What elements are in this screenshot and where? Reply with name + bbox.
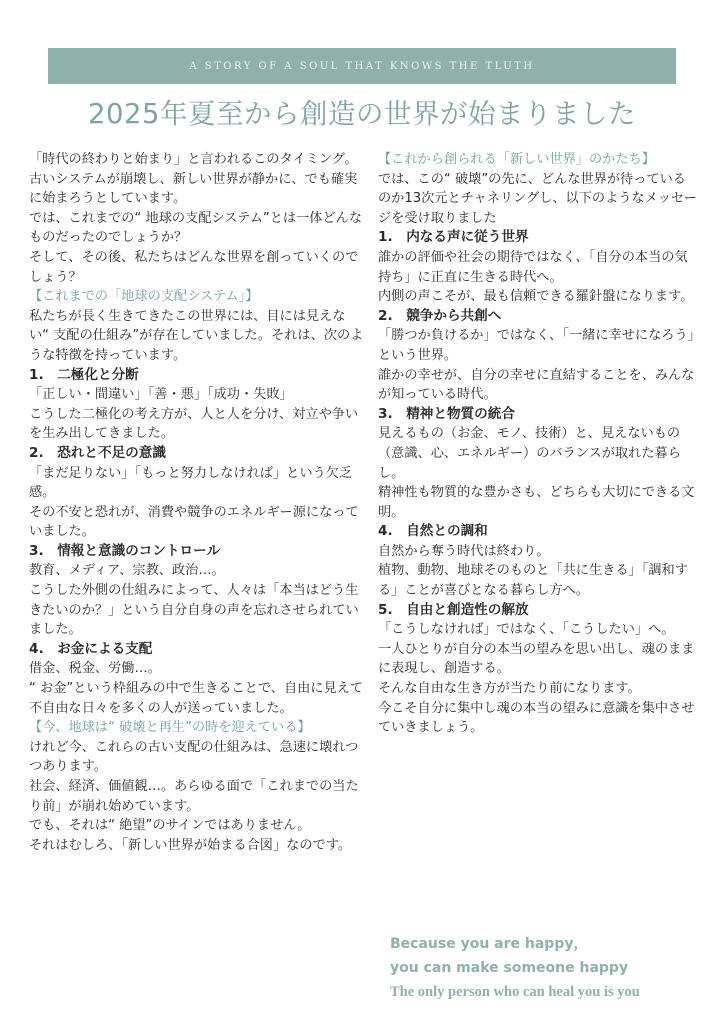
body-paragraph: けれど今、これらの古い支配の仕組みは、急速に壊れつつあります。 bbox=[29, 739, 359, 775]
numbered-heading: 4. お金による支配 bbox=[29, 640, 153, 657]
header-banner bbox=[48, 48, 676, 84]
right-column bbox=[378, 150, 698, 738]
body-paragraph: 誰かの評価や社会の期待ではなく、「自分の本当の気持ち」に正直に生きる時代へ。 bbox=[378, 249, 688, 285]
body-paragraph: 「正しい・間違い」「善・悪」「成功・失敗」 bbox=[29, 387, 293, 403]
numbered-heading: 4. 自然との調和 bbox=[378, 523, 488, 540]
body-paragraph: 見えるもの（お金、モノ、技術）と、見えないもの（意識、心、エネルギー）のバランスが取れた暮らし。 bbox=[378, 426, 681, 481]
section-heading: 【これから創られる「新しい世界」のかたち】 bbox=[378, 152, 655, 167]
numbered-heading: 1. 内なる声に従う世界 bbox=[378, 229, 529, 246]
closing-quote bbox=[390, 932, 720, 1004]
body-paragraph: 社会、経済、価値観…。あらゆる面で「これまでの当たり前」が崩れ始めています。 bbox=[29, 779, 359, 814]
body-paragraph: 自然から奪う時代は終わり。 bbox=[378, 543, 550, 559]
body-paragraph: 「こうしなければ」ではなく、「こうしたい」へ。 bbox=[378, 622, 675, 638]
numbered-heading: 2. 競争から共創へ bbox=[378, 307, 502, 324]
body-paragraph: 借金、税金、労働…。 bbox=[29, 661, 161, 677]
body-paragraph: それはむしろ、「新しい世界が始まる合図」なのです。 bbox=[29, 837, 352, 853]
body-paragraph: 植物、動物、地球そのものと「共に生きる」「調和する」ことが喜びとなる暮らし方へ。 bbox=[378, 563, 688, 599]
section-heading: 【今、地球は“ 破壊と再生”の時を迎えている】 bbox=[29, 720, 311, 736]
body-paragraph: 誰かの幸せが、自分の幸せに直結することを、みんなが知っている時代。 bbox=[378, 367, 695, 403]
body-paragraph: 精神性も物質的な豊かさも、どちらも大切にできる文明。 bbox=[378, 485, 695, 520]
numbered-heading: 3. 情報と意識のコントロール bbox=[29, 542, 221, 559]
body-paragraph: 私たちが長く生きてきたこの世界には、目には見えない“ 支配の仕組み”が存在していました。それは、次のような特徴を持っています。 bbox=[29, 308, 364, 363]
numbered-heading: 3. 精神と物質の統合 bbox=[378, 405, 515, 422]
left-column bbox=[29, 150, 365, 855]
body-paragraph: 「まだ足りない」「もっと努力しなければ」という欠乏感。 bbox=[29, 465, 353, 501]
body-paragraph: 「勝つか負けるか」ではなく、「一緒に幸せになろう」という世界。 bbox=[378, 328, 695, 363]
body-paragraph: その不安と恐れが、消費や競争のエネルギー源になっていました。 bbox=[29, 504, 359, 540]
body-paragraph: “ お金”という枠組みの中で生きることで、自由に見えて不自由な日々を多くの人が送っていました。 bbox=[29, 681, 364, 716]
body-paragraph: 内側の声こそが、最も信頼できる羅針盤になります。 bbox=[378, 289, 694, 305]
body-paragraph: そして、その後、私たちはどんな世界を創っていくのでしょう？ bbox=[29, 249, 359, 285]
numbered-heading: 1. 二極化と分断 bbox=[29, 366, 139, 383]
body-paragraph: 教育、メディア、宗教、政治…。 bbox=[29, 563, 225, 579]
body-paragraph: こうした外側の仕組みによって、人々は「本当はどう生きたいのか？」という自分自身の声を忘れさせられていました。 bbox=[29, 583, 359, 638]
quote-line-1: Because you are happy， bbox=[390, 936, 588, 952]
numbered-heading: 5. 自由と創造性の解放 bbox=[378, 601, 529, 618]
banner-text: A STORY OF A SOUL THAT KNOWS THE TLUTH bbox=[189, 60, 535, 72]
body-paragraph: では、これまでの“ 地球の支配システム”とは一体どんなものだったのでしょうか？ bbox=[29, 210, 363, 246]
section-heading: 【これまでの「地球の支配システム」】 bbox=[29, 289, 259, 305]
body-paragraph: でも、それは“ 絶望”のサインではありません。 bbox=[29, 818, 311, 834]
body-paragraph: そんな自由な生き方が当たり前になります。 bbox=[378, 681, 641, 697]
body-paragraph: こうした二極化の考え方が、人と人を分け、対立や争いを生み出してきました。 bbox=[29, 406, 359, 442]
body-paragraph: 古いシステムが崩壊し、新しい世界が静かに、でも確実に始まろうとしています。 bbox=[29, 171, 358, 207]
body-paragraph: では、この“ 破壊”の先に、どんな世界が待っているのか13次元とチャネリングし、以下のようなメッセージを受け取りました bbox=[378, 171, 697, 226]
quote-line-3: The only person who can heal you is you bbox=[390, 984, 640, 1000]
body-paragraph: 「時代の終わりと始まり」と言われるこのタイミング。 bbox=[29, 152, 358, 167]
numbered-heading: 2. 恐れと不足の意識 bbox=[29, 444, 166, 461]
body-paragraph: 今こそ自分に集中し魂の本当の望みに意識を集中させていきましょう。 bbox=[378, 700, 695, 736]
quote-line-2: you can make someone happy bbox=[390, 960, 629, 976]
page-title: 2025年夏至から創造の世界が始まりました bbox=[88, 98, 636, 130]
body-paragraph: 一人ひとりが自分の本当の望みを思い出し、魂のままに表現し、創造する。 bbox=[378, 641, 695, 677]
